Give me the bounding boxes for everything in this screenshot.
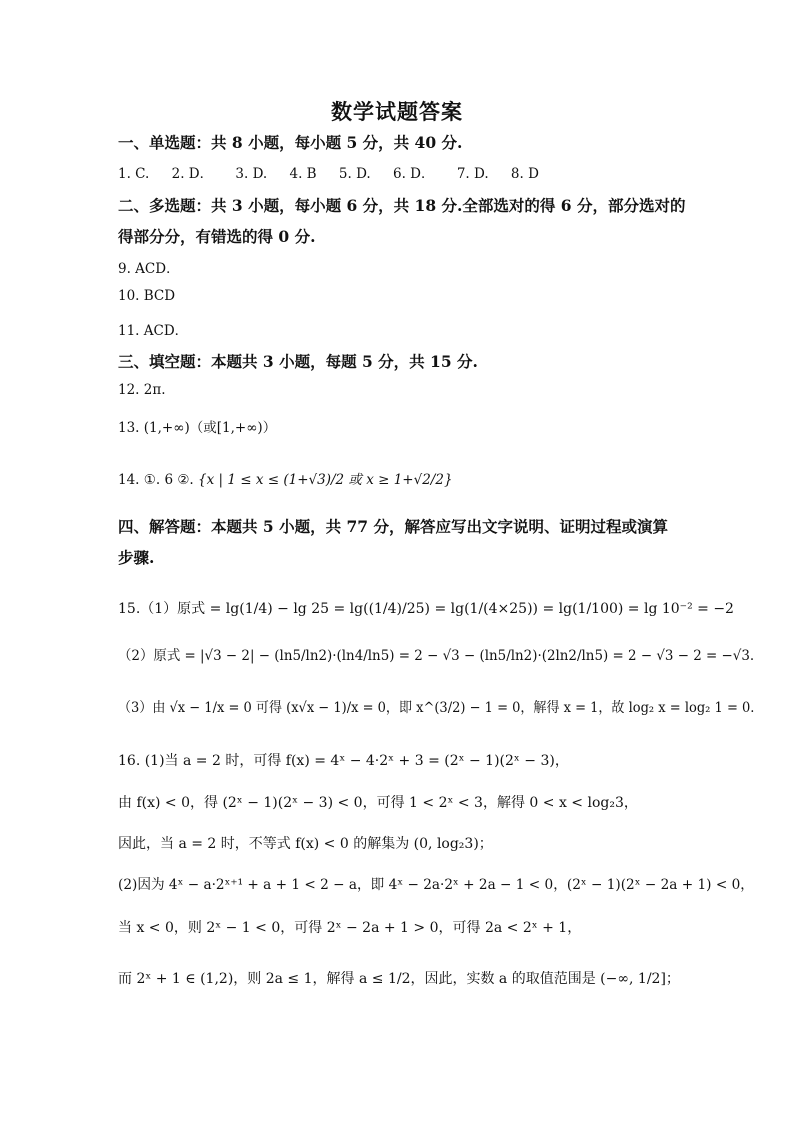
q15-part-2: （2）原式 = |√3 − 2| − (ln5/ln2)·(ln4/ln5) = 2 − √3 − (ln5/ln2)·(2ln2/ln5) = 2 − √3 − 2 = −√3.	[118, 648, 755, 664]
section-1-answers	[118, 162, 557, 182]
section-2-heading-line-1: 二、多选题：共 3 小题，每小题 6 分，共 18 分.全部选对的得 6 分，部分选对的	[118, 196, 686, 215]
answer-8: 8. D	[510, 166, 539, 182]
q16-line-3: 因此，当 a = 2 时，不等式 f(x) < 0 的解集为 (0, log₂3)；	[118, 836, 493, 852]
section-3-heading: 三、填空题：本题共 3 小题，每题 5 分，共 15 分.	[118, 352, 478, 371]
answer-12: 12. 2π.	[118, 382, 166, 398]
section-2-heading-line-2: 得部分分，有错选的得 0 分.	[118, 227, 316, 246]
answer-7: 7. D.	[456, 166, 489, 182]
section-4-heading-line-1: 四、解答题：本题共 5 小题，共 77 分，解答应写出文字说明、证明过程或演算	[118, 517, 668, 536]
answer-3: 3. D.	[235, 166, 268, 182]
answer-4: 4. B	[289, 166, 317, 182]
page-title: 数学试题答案	[331, 99, 463, 124]
answer-5: 5. D.	[338, 166, 371, 182]
answer-10: 10. BCD	[118, 288, 176, 304]
answer-2: 2. D．	[171, 166, 214, 182]
answer-6: 6. D．	[393, 166, 435, 182]
answer-13: 13. (1,+∞)（或[1,+∞)）	[118, 420, 277, 436]
q16-line-4: (2)因为 4ˣ − a·2ˣ⁺¹ + a + 1 < 2 − a，即 4ˣ − 2a·2ˣ + 2a − 1 < 0，(2ˣ − 1)(2ˣ − 2a + 1) < 0，	[118, 877, 754, 893]
answer-9: 9. ACD．	[118, 261, 180, 277]
q16-line-5: 当 x < 0，则 2ˣ − 1 < 0，可得 2ˣ − 2a + 1 > 0，可得 2a < 2ˣ + 1，	[118, 920, 582, 936]
q16-line-6: 而 2ˣ + 1 ∈ (1,2)，则 2a ≤ 1，解得 a ≤ 1/2，因此，实数 a 的取值范围是 (−∞, 1/2]；	[118, 971, 680, 987]
answer-14-solution-set: {x | 1 ≤ x ≤ (1+√3)/2 或 x ≥ 1+√2/2}	[198, 472, 453, 488]
section-1-heading: 一、单选题：共 8 小题，每小题 5 分，共 40 分.	[118, 133, 463, 152]
q16-line-1: 16. (1)当 a = 2 时，可得 f(x) = 4ˣ − 4·2ˣ + 3 = (2ˣ − 1)(2ˣ − 3)，	[118, 753, 569, 769]
answer-11: 11. ACD．	[118, 323, 189, 339]
answer-1: 1. C.	[118, 166, 150, 182]
answer-14	[118, 468, 453, 488]
q15-part-1: 15.（1）原式 = lg(1/4) − lg 25 = lg((1/4)/25) = lg(1/(4×25)) = lg(1/100) = lg 10⁻² = −2	[118, 601, 734, 617]
section-4-heading-line-2: 步骤.	[118, 548, 155, 567]
answer-14-label: 14. ①. 6 ②.	[118, 472, 194, 488]
q15-part-3: （3）由 √x − 1/x = 0 可得 (x√x − 1)/x = 0，即 x^(3/2) − 1 = 0，解得 x = 1，故 log₂ x = log₂ 1 = 0.	[118, 700, 755, 716]
q16-line-2: 由 f(x) < 0，得 (2ˣ − 1)(2ˣ − 3) < 0，可得 1 < 2ˣ < 3，解得 0 < x < log₂3，	[118, 795, 638, 811]
